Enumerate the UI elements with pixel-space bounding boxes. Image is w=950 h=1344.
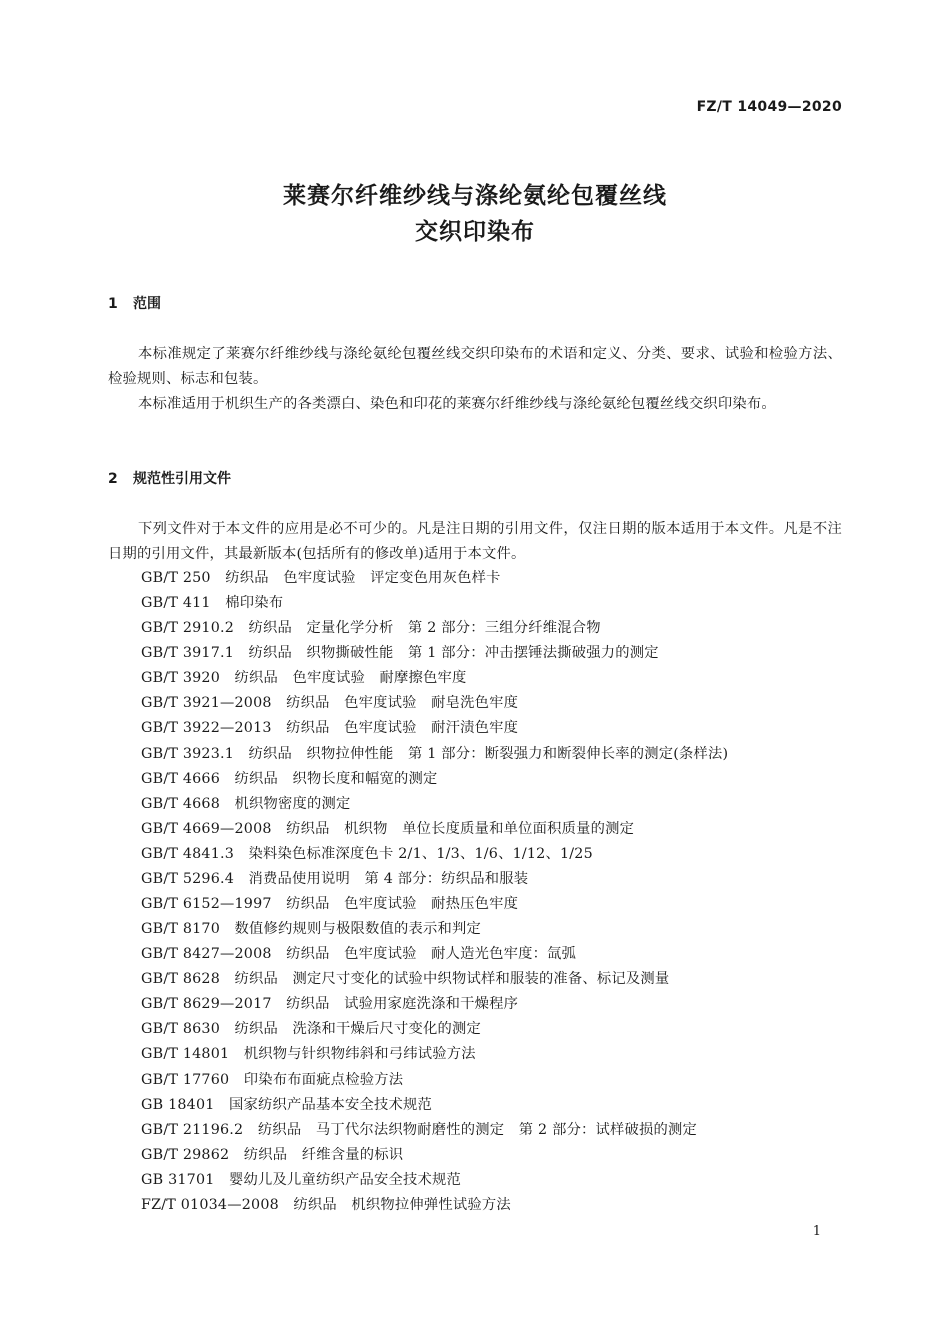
reference-item: GB/T 4668 机织物密度的测定	[141, 795, 351, 812]
reference-item: GB/T 8427—2008 纺织品 色牢度试验 耐人造光色牢度：氙弧	[141, 946, 577, 963]
reference-item: GB/T 4666 纺织品 织物长度和幅宽的测定	[141, 770, 438, 787]
reference-item: GB/T 21196.2 纺织品 马丁代尔法织物耐磨性的测定 第 2 部分：试样破损的测定	[141, 1121, 698, 1138]
reference-item: GB/T 2910.2 纺织品 定量化学分析 第 2 部分：三组分纤维混合物	[141, 620, 601, 637]
section-1-number: 1	[108, 296, 118, 312]
reference-item: GB/T 8628 纺织品 测定尺寸变化的试验中织物试样和服装的准备、标记及测量	[141, 971, 670, 988]
section-2-intro: 下列文件对于本文件的应用是必不可少的。凡是注日期的引用文件，仅注日期的版本适用于本文件。凡是不注日期的引用文件，其最新版本(包括所有的修改单)适用于本文件。	[108, 521, 842, 562]
section-1-paragraph-1: 本标准规定了莱赛尔纤维纱线与涤纶氨纶包覆丝线交织印染布的术语和定义、分类、要求、试验和检验方法、检验规则、标志和包装。	[108, 346, 842, 387]
reference-item: GB/T 4841.3 染料染色标准深度色卡 2/1、1/3、1/6、1/12、1/25	[141, 845, 593, 862]
reference-item: GB/T 14801 机织物与针织物纬斜和弓纬试验方法	[141, 1046, 476, 1063]
reference-item: GB/T 3920 纺织品 色牢度试验 耐摩擦色牢度	[141, 670, 467, 687]
title-line-1: 莱赛尔纤维纱线与涤纶氨纶包覆丝线	[283, 183, 667, 209]
reference-item: GB/T 5296.4 消费品使用说明 第 4 部分：纺织品和服装	[141, 870, 529, 887]
reference-item: GB/T 3921—2008 纺织品 色牢度试验 耐皂洗色牢度	[141, 695, 519, 712]
reference-item: GB/T 8630 纺织品 洗涤和干燥后尺寸变化的测定	[141, 1021, 481, 1038]
page-number: 1	[812, 1224, 821, 1239]
reference-item: GB/T 4669—2008 纺织品 机织物 单位长度质量和单位面积质量的测定	[141, 820, 635, 837]
reference-item: GB/T 6152—1997 纺织品 色牢度试验 耐热压色牢度	[141, 896, 519, 913]
reference-item: GB/T 8629—2017 纺织品 试验用家庭洗涤和干燥程序	[141, 996, 519, 1013]
title-line-2: 交织印染布	[415, 219, 535, 245]
reference-item: GB 18401 国家纺织产品基本安全技术规范	[141, 1096, 433, 1113]
section-2-number: 2	[108, 471, 118, 487]
reference-item: GB/T 411 棉印染布	[141, 595, 284, 612]
normative-references-list	[141, 566, 728, 1218]
section-2-title: 规范性引用文件	[133, 471, 231, 487]
reference-item: FZ/T 01034—2008 纺织品 机织物拉伸弹性试验方法	[141, 1196, 511, 1213]
section-1-title: 范围	[133, 296, 161, 312]
section-2-heading	[108, 469, 231, 489]
reference-item: GB/T 3923.1 纺织品 织物拉伸性能 第 1 部分：断裂强力和断裂伸长率的测定(条样法)	[141, 745, 729, 762]
section-1-paragraph-2: 本标准适用于机织生产的各类漂白、染色和印花的莱赛尔纤维纱线与涤纶氨纶包覆丝线交织印染布。	[138, 396, 776, 412]
reference-item: GB/T 29862 纺织品 纤维含量的标识	[141, 1146, 404, 1163]
reference-item: GB/T 250 纺织品 色牢度试验 评定变色用灰色样卡	[141, 570, 501, 586]
standard-number: FZ/T 14049—2020	[696, 99, 842, 115]
document-title	[0, 178, 950, 250]
reference-item: GB/T 17760 印染布布面疵点检验方法	[141, 1071, 404, 1088]
section-1-heading	[108, 294, 161, 314]
reference-item: GB 31701 婴幼儿及儿童纺织产品安全技术规范	[141, 1171, 461, 1188]
reference-item: GB/T 8170 数值修约规则与极限数值的表示和判定	[141, 921, 481, 938]
reference-item: GB/T 3917.1 纺织品 织物撕破性能 第 1 部分：冲击摆锤法撕破强力的测定	[141, 645, 659, 662]
reference-item: GB/T 3922—2013 纺织品 色牢度试验 耐汗渍色牢度	[141, 720, 519, 737]
